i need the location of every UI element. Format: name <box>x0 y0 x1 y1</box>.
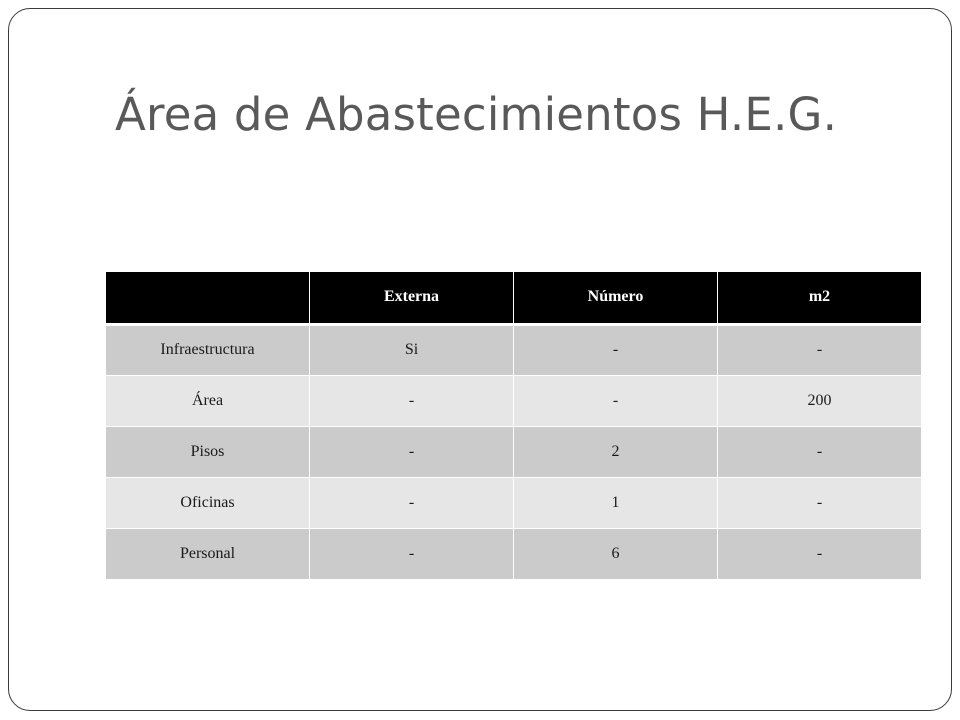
row-label-cell: Infraestructura <box>106 324 310 375</box>
m2-cell: - <box>718 324 922 375</box>
numero-cell: - <box>514 375 718 426</box>
header-cell-m2: m2 <box>718 272 922 324</box>
header-cell-row-label <box>106 272 310 324</box>
slide-frame <box>8 8 952 711</box>
m2-cell: - <box>718 426 922 477</box>
table-row <box>106 426 922 477</box>
table-header-row <box>106 272 922 324</box>
table-row <box>106 324 922 375</box>
row-label-cell: Oficinas <box>106 477 310 528</box>
table-row <box>106 528 922 579</box>
row-label-cell: Pisos <box>106 426 310 477</box>
data-table <box>105 272 922 579</box>
numero-cell: 6 <box>514 528 718 579</box>
header-cell-numero: Número <box>514 272 718 324</box>
externa-cell: - <box>310 375 514 426</box>
m2-cell: - <box>718 528 922 579</box>
numero-cell: - <box>514 324 718 375</box>
externa-cell: - <box>310 426 514 477</box>
m2-cell: 200 <box>718 375 922 426</box>
header-cell-externa: Externa <box>310 272 514 324</box>
numero-cell: 1 <box>514 477 718 528</box>
row-label-cell: Área <box>106 375 310 426</box>
m2-cell: - <box>718 477 922 528</box>
numero-cell: 2 <box>514 426 718 477</box>
externa-cell: Si <box>310 324 514 375</box>
table-row <box>106 375 922 426</box>
externa-cell: - <box>310 528 514 579</box>
slide-title: Área de Abastecimientos H.E.G. <box>115 88 838 141</box>
table-row <box>106 477 922 528</box>
row-label-cell: Personal <box>106 528 310 579</box>
externa-cell: - <box>310 477 514 528</box>
